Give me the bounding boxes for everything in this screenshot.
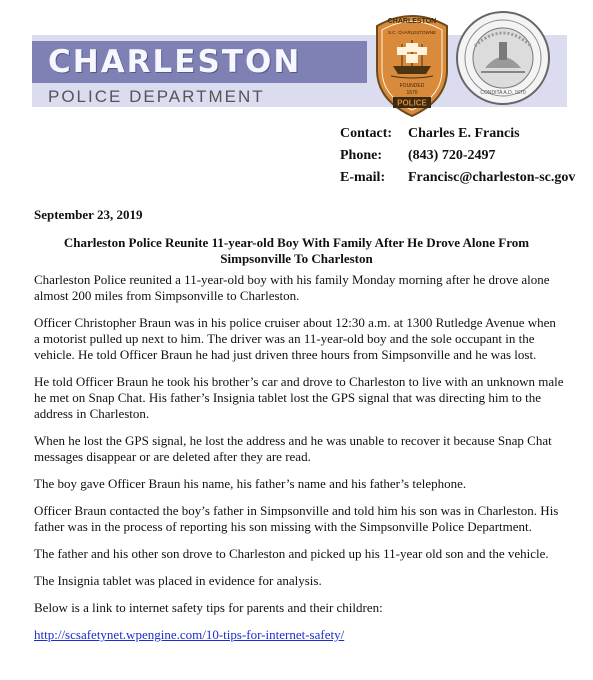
link-paragraph xyxy=(34,627,564,643)
paragraph: He told Officer Braun he took his brother’s car and drove to Charleston to live with an unknown male he met on Snap Chat. His father’s Insignia tablet lost the GPS signal that was directing him to the address in Charleston. xyxy=(34,374,564,421)
release-headline: Charleston Police Reunite 11-year-old Boy With Family After He Drove Alone From Simpsonville To Charleston xyxy=(63,235,530,266)
email-address: Francisc@charleston-sc.gov xyxy=(408,170,576,185)
email-label: E-mail: xyxy=(340,170,386,185)
paragraph: The father and his other son drove to Charleston and picked up his 11-year old son and the vehicle. xyxy=(34,546,549,561)
contact-name: Charles E. Francis xyxy=(408,126,520,141)
badge-founded-text: FOUNDED xyxy=(399,83,425,89)
email-row xyxy=(340,167,575,189)
department-title: CHARLESTON xyxy=(48,44,302,80)
release-body xyxy=(34,272,564,654)
paragraph: Below is a link to internet safety tips for parents and their children: xyxy=(34,600,383,615)
seal-text: CONDITA A.D. 1670 xyxy=(480,90,526,96)
contact-label: Contact: xyxy=(340,126,393,141)
release-date: September 23, 2019 xyxy=(34,207,143,222)
badge-bottom-text: POLICE xyxy=(397,98,427,108)
phone-number: (843) 720-2497 xyxy=(408,148,496,163)
city-seal-icon xyxy=(455,10,551,106)
badge-top-text: CHARLESTON xyxy=(387,18,437,25)
contact-row xyxy=(340,123,575,145)
phone-label: Phone: xyxy=(340,148,382,163)
paragraph: When he lost the GPS signal, he lost the address and he was unable to recover it because Snap Chat messages disappear or are deleted after they are read. xyxy=(34,433,552,464)
internet-safety-link[interactable]: http://scsafetynet.wpengine.com/10-tips-for-internet-safety/ xyxy=(34,627,345,642)
paragraph: Charleston Police reunited a 11-year-old boy with his family Monday morning after he drove alone almost 200 miles from Simpsonville to Charleston. xyxy=(34,272,550,303)
phone-row xyxy=(340,145,575,167)
paragraph: Officer Braun contacted the boy’s father in Simpsonville and told him his son was in Charleston. His father was in the process of reporting his son missing with the Simpsonville Police Department. xyxy=(34,503,559,534)
paragraph: The boy gave Officer Braun his name, his father’s name and his father’s telephone. xyxy=(34,476,467,491)
police-badge-icon xyxy=(369,8,455,118)
badge-year-text: 1670 xyxy=(406,90,418,96)
paragraph: The Insignia tablet was placed in evidence for analysis. xyxy=(34,573,322,588)
letterhead xyxy=(32,8,567,118)
badge-sub-text: S.C. CHARLESTOWNE xyxy=(388,30,436,35)
contact-block xyxy=(340,123,575,189)
paragraph: Officer Christopher Braun was in his police cruiser about 12:30 a.m. at 1300 Rutledge Avenue when a motorist pulled up next to him. The driver was an 11-year-old boy and the sole occupant in the vehicle. He told Officer Braun he had just driven three hours from Simpsonville and he was lost. xyxy=(34,315,556,362)
department-subtitle: POLICE DEPARTMENT xyxy=(48,87,265,106)
